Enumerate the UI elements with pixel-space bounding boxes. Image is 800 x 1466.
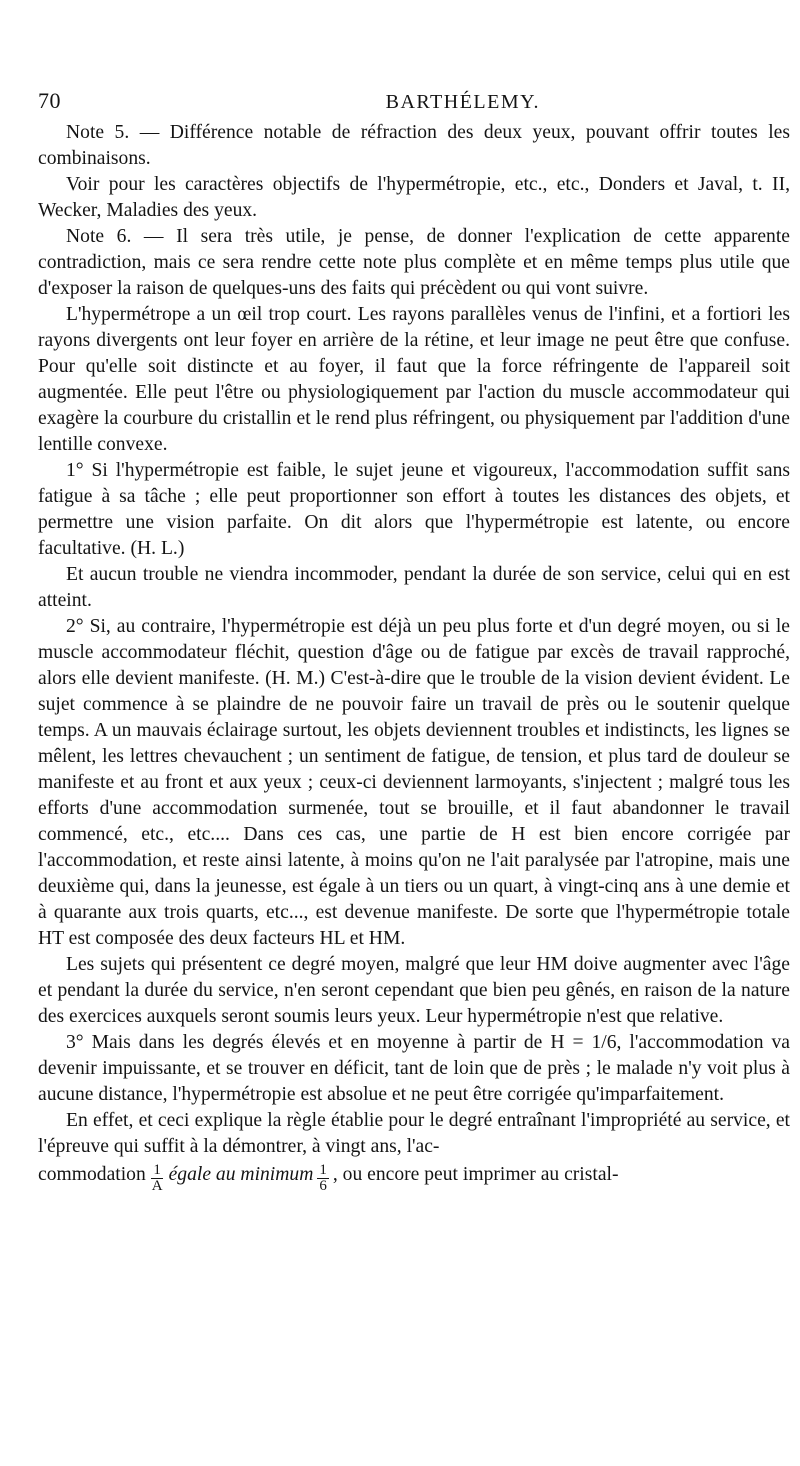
paragraph-references: Voir pour les caractères objectifs de l'hypermétropie, etc., etc., Donders et Javal, t. II, Wecker, Maladies des yeux. (38, 174, 790, 221)
paragraph-point-2: 2° Si, au contraire, l'hypermétropie est déjà un peu plus forte et d'un degré moyen, ou si le muscle accommodateur fléchit, question d'âge ou de fatigue par excès de travail rapproché, alors elle devient manifeste. (H. M.) C'est-à-dire que le trouble de la vision devient évident. Le sujet commence à se plaindre de ne pouvoir faire un travail de près ou le soutenir quelque temps. A un mauvais éclairage surtout, les objets deviennent troubles et indistincts, les lignes se mêlent, les lettres chevauchent ; un sentiment de fatigue, de tension, et plus tard de douleur se manifeste et au front et aux yeux ; ceux-ci deviennent larmoyants, s'injectent ; malgré tous les efforts d'une accommodation surmenée, tout se brouille, et il faut abandonner le travail commencé, etc., etc.... Dans ces cas, une partie de H est bien encore corrigée par l'accommodation, et reste ainsi latente, à moins qu'on ne l'ait paralysée par l'atropine, mais une deuxième qui, dans la jeunesse, est égale à un tiers ou un quart, à vingt-cinq ans à une demie et à quarante aux trois quarts, etc..., est devenue manifeste. De sorte que l'hypermétropie totale HT est composée des deux facteurs HL et HM. (38, 616, 790, 949)
fraction-denominator: 6 (319, 1178, 327, 1194)
final-line-middle: égale au minimum (168, 1164, 314, 1185)
fraction-one-over-a (150, 1163, 165, 1194)
document-page (38, 88, 790, 1194)
page-number: 70 (38, 88, 61, 113)
paragraph-point-1: 1° Si l'hypermétropie est faible, le sujet jeune et vigoureux, l'accommodation suffit sans fatigue à sa tâche ; elle peut proportionner son effort à toutes les distances des objets, et permettre une vision parfaite. On dit alors que l'hypermétropie est latente, ou encore facultative. (H. L.) (38, 460, 790, 559)
running-head: BARTHÉLEMY. (385, 91, 540, 113)
paragraph-en-effet: En effet, et ceci explique la règle établie pour le degré entraînant l'impropriété au service, et l'épreuve qui suffit à la démontrer, à vingt ans, l'ac- (38, 1110, 790, 1157)
body-text (38, 120, 790, 1194)
final-line-end: , ou encore peut imprimer au cristal- (332, 1164, 619, 1185)
paragraph-subjects: Les sujets qui présentent ce degré moyen, malgré que leur HM doive augmenter avec l'âge et pendant la durée du service, n'en seront cependant que bien peu gênés, en raison de la nature des exercices auxquels seront soumis leurs yeux. Leur hypermétropie n'est que relative. (38, 954, 790, 1027)
fraction-numerator: 1 (153, 1162, 161, 1178)
final-line-start: commodation (38, 1164, 146, 1185)
paragraph-hypermetrope: L'hypermétrope a un œil trop court. Les rayons parallèles venus de l'infini, et a fortiori les rayons divergents ont leur foyer en arrière de la rétine, et leur image ne peut être que confuse. Pour qu'elle soit distincte et au foyer, il faut que la force réfringente de l'appareil soit augmentée. Elle peut l'être ou physiologiquement par l'action du muscle accommodateur qui exagère la courbure du cristallin et le rend plus réfringent, ou physiquement par l'addition d'une lentille convexe. (38, 304, 790, 455)
paragraph-note-5: Note 5. — Différence notable de réfraction des deux yeux, pouvant offrir toutes les combinaisons. (38, 122, 790, 169)
fraction-denominator: A (151, 1178, 163, 1194)
fraction-one-over-six (317, 1163, 329, 1194)
fraction-numerator: 1 (319, 1162, 327, 1178)
paragraph-point-3: 3° Mais dans les degrés élevés et en moyenne à partir de H = 1/6, l'accommodation va devenir impuissante, et se trouver en déficit, tant de loin que de près ; le malade n'y voit plus à aucune distance, l'hypermétropie est absolue et ne peut être corrigée qu'imparfaitement. (38, 1032, 790, 1105)
final-line-with-fractions (38, 1162, 790, 1194)
paragraph-no-trouble: Et aucun trouble ne viendra incommoder, pendant la durée de son service, celui qui en est atteint. (38, 564, 790, 611)
page-header (38, 88, 790, 114)
paragraph-note-6: Note 6. — Il sera très utile, je pense, de donner l'explication de cette apparente contradiction, mais ce sera rendre cette note plus complète et en même temps plus utile que d'exposer la raison de quelques-uns des faits qui précèdent ou qui vont suivre. (38, 226, 790, 299)
